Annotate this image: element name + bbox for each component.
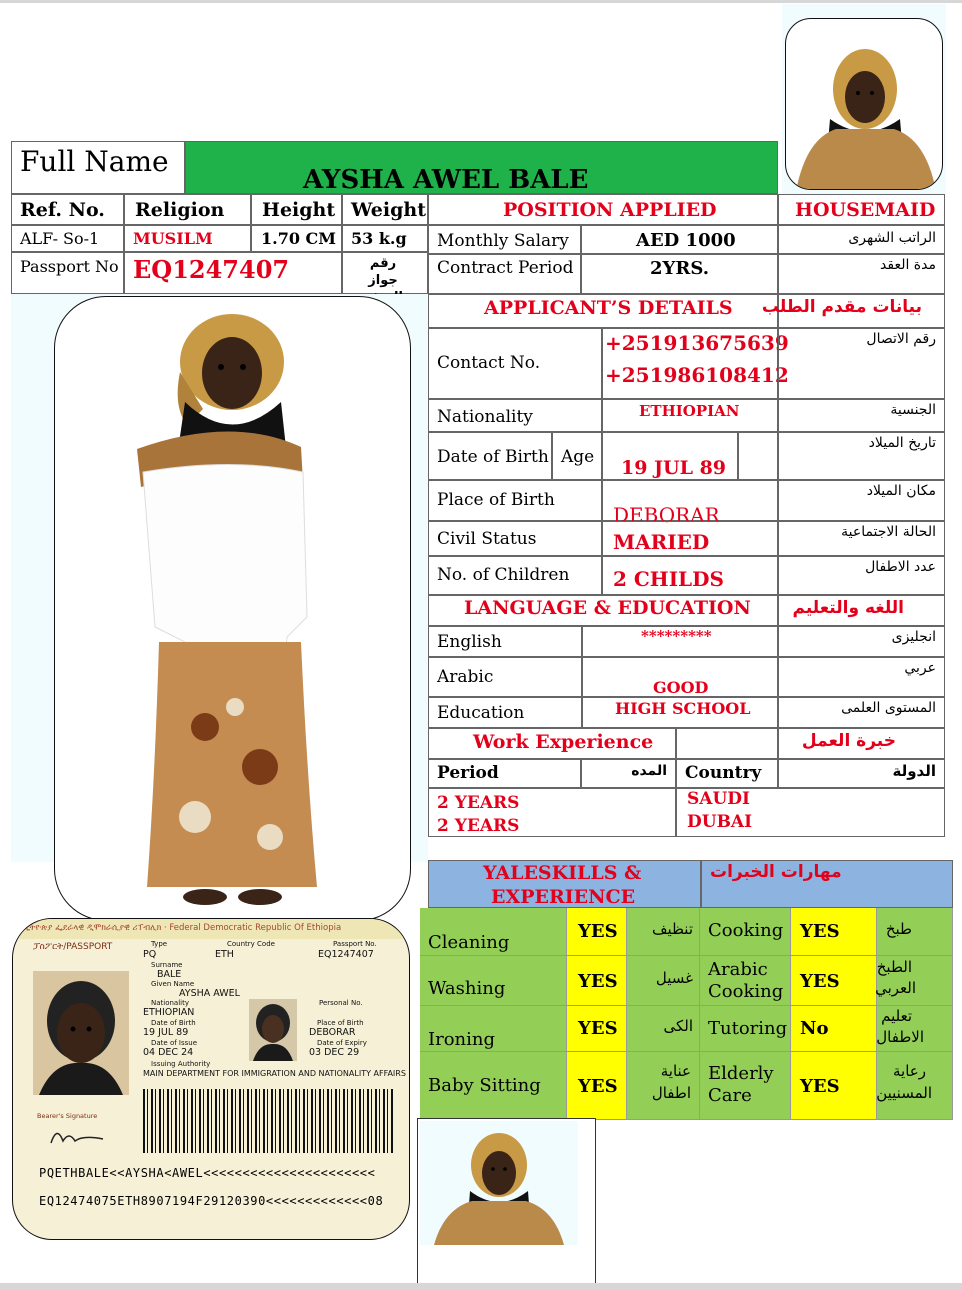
skill-elderly-care-label-2: Care	[708, 1085, 752, 1106]
ref-value-cell	[11, 225, 124, 252]
pp-nat: ETHIOPIAN	[143, 1007, 195, 1018]
salary-label-cell	[428, 225, 581, 254]
contact-ar-cell	[778, 328, 945, 399]
passport-ar: رقم جواز	[368, 256, 398, 288]
education-label-cell	[428, 697, 582, 728]
salary-ar-cell	[778, 225, 945, 254]
dob-value: 19 JUL 89	[621, 457, 727, 479]
period-label: Period	[437, 763, 499, 783]
arabic-label: Arabic	[437, 667, 494, 687]
nationality-value-cell	[602, 399, 778, 432]
skill-tutoring-ar-cell	[877, 1006, 953, 1052]
passport-value-cell	[124, 252, 342, 294]
contract-value: 2YRS.	[650, 258, 709, 279]
skill-baby-sitting-value-cell	[567, 1052, 627, 1120]
skill-washing-value: YES	[578, 971, 618, 992]
contract-ar-cell	[778, 254, 945, 294]
contact-label: Contact No.	[437, 353, 541, 373]
dob-blank-cell	[738, 432, 778, 480]
skill-elderly-care-value-cell	[791, 1052, 877, 1120]
passport-main-photo	[33, 971, 129, 1095]
skill-arabic-cooking-label-2: Cooking	[708, 981, 784, 1002]
skill-elderly-care-label-cell	[700, 1052, 791, 1120]
skill-arabic-cooking-ar-1: الطبخ	[876, 958, 912, 976]
applicant-header: APPLICANT’S DETAILS	[484, 297, 733, 319]
civil-value-cell	[602, 521, 778, 556]
pp-dob-label: Date of Birth	[151, 1019, 196, 1027]
english-ar-cell	[778, 626, 945, 657]
skill-ironing-ar-cell	[627, 1006, 700, 1052]
contract-label: Contract Period	[437, 258, 574, 278]
work-header: Work Experience	[473, 731, 654, 753]
children-value: 2 CHILDS	[613, 567, 724, 591]
position-label-cell	[428, 194, 778, 225]
arabic-ar: عربي	[904, 660, 936, 676]
civil-ar: الحالة الاجتماعية	[841, 524, 936, 540]
dob-ar: تاريخ الميلاد	[868, 435, 936, 451]
weight-value-cell	[342, 225, 428, 252]
pp-mrz-1: PQETHBALE<<AYSHA<AWEL<<<<<<<<<<<<<<<<<<<<<<	[39, 1166, 376, 1180]
skill-elderly-care-label-1: Elderly	[708, 1063, 774, 1084]
skill-cooking-value: YES	[800, 921, 840, 942]
position-value-cell	[778, 194, 945, 225]
skill-elderly-care-ar-2: المسنيين	[876, 1084, 932, 1102]
skill-washing-label-cell	[420, 956, 567, 1006]
pp-cc: ETH	[215, 949, 234, 960]
lang-header-cell	[428, 595, 778, 626]
pp-nat-label: Nationality	[151, 999, 190, 1007]
applicant-header-ar: بيانات مقدم الطلب	[761, 297, 922, 317]
skill-ironing-ar: الكى	[663, 1017, 693, 1035]
pob-value: DEBORAR	[613, 503, 720, 527]
children-ar: عدد الاطفال	[865, 559, 936, 575]
pob-value-cell	[602, 480, 778, 527]
skill-elderly-care-value: YES	[800, 1076, 840, 1097]
skill-baby-sitting-value: YES	[578, 1076, 618, 1097]
education-value-cell	[582, 697, 778, 728]
position-value: HOUSEMAID	[795, 199, 936, 221]
skill-cleaning-ar: تنظيف	[651, 920, 693, 938]
skill-cleaning-label-cell	[420, 908, 567, 956]
country-label-cell	[676, 759, 778, 788]
passport-ar-cell	[342, 252, 428, 294]
pp-issue-label: Date of Issue	[151, 1039, 198, 1047]
civil-value: MARIED	[613, 530, 710, 554]
weight-value: 53 k.g	[351, 229, 407, 248]
education-ar: المستوى العلمى	[841, 700, 936, 716]
dob-label: Date of Birth	[437, 447, 549, 467]
applicant-header-cell	[428, 294, 778, 328]
skill-cooking-label-cell	[700, 908, 791, 956]
height-value-cell	[251, 225, 342, 252]
portrait-panel-bottom	[417, 1118, 596, 1288]
contact-label-cell	[428, 328, 602, 399]
pp-surname-label: Surname	[151, 961, 183, 969]
skill-cooking-ar: طبخ	[885, 920, 912, 938]
skill-cleaning-value-cell	[567, 908, 627, 956]
children-label-cell	[428, 556, 602, 595]
pp-pob-label: Place of Birth	[317, 1019, 364, 1027]
skill-ironing-label-cell	[420, 1006, 567, 1052]
english-value-cell	[582, 626, 778, 657]
skill-baby-sitting-ar-cell	[627, 1052, 700, 1120]
body-photo	[54, 296, 411, 921]
passport-label: Passport No	[20, 257, 119, 276]
contact-2: +251986108412	[605, 363, 789, 387]
skill-ironing-value-cell	[567, 1006, 627, 1052]
passport-scan	[12, 918, 410, 1240]
lang-header-ar-cell	[778, 595, 945, 626]
passport-header-text: የኢትዮጵያ ፌደራላዊ ዲሞክራሲያዊ ሪፐብሊክ · Federal Democratic Republic Of Ethiopia	[19, 923, 342, 933]
skill-arabic-cooking-ar-cell	[877, 956, 953, 1006]
height-value: 1.70 CM	[261, 229, 336, 248]
ref-value: ALF- So-1	[20, 229, 100, 248]
work-countries-cell	[676, 788, 945, 837]
education-label: Education	[437, 703, 525, 723]
pp-dob: 19 JUL 89	[143, 1027, 189, 1038]
skill-ironing-label: Ironing	[428, 1029, 496, 1050]
skill-tutoring-label: Tutoring	[708, 1018, 788, 1039]
religion-header-cell	[124, 194, 251, 225]
religion-value: MUSILM	[133, 229, 213, 248]
pob-label-cell	[428, 480, 602, 521]
pp-signature-label: Bearer's Signature	[37, 1112, 98, 1120]
work-period-1: 2 YEARS	[437, 793, 520, 813]
height-label: Height	[262, 199, 336, 221]
work-header-ar-cell	[778, 728, 945, 759]
dob-label-cell	[428, 432, 552, 480]
work-period-2: 2 YEARS	[437, 816, 520, 836]
salary-ar: الراتب الشهرى	[848, 230, 936, 246]
english-label: English	[437, 632, 502, 652]
skill-washing-label: Washing	[428, 978, 506, 999]
dob-value-cell	[602, 432, 738, 480]
skill-washing-ar-cell	[627, 956, 700, 1006]
ref-header-cell	[11, 194, 124, 225]
skill-elderly-care-ar-1: رعاية	[893, 1062, 926, 1080]
education-value: HIGH SCHOOL	[615, 699, 751, 718]
skills-header-ar: مهارات الخبرات	[710, 862, 842, 882]
passport-doc-label: ፓስፖርት/PASSPORT	[33, 942, 113, 952]
pp-issue: 04 DEC 24	[143, 1047, 194, 1058]
salary-value: AED 1000	[636, 230, 736, 251]
skill-cleaning-label: Cleaning	[428, 932, 510, 953]
civil-label-cell	[428, 521, 602, 556]
education-ar-cell	[778, 697, 945, 728]
pp-type-label: Type	[151, 940, 168, 948]
skill-arabic-cooking-label-1: Arabic	[708, 959, 768, 980]
nationality-label: Nationality	[437, 407, 533, 427]
skill-washing-value-cell	[567, 956, 627, 1006]
work-periods-cell	[428, 788, 676, 837]
pp-expiry-label: Date of Expiry	[317, 1039, 367, 1047]
skill-tutoring-value-cell	[791, 1006, 877, 1052]
skill-tutoring-ar-1: تعليم	[881, 1007, 912, 1025]
work-country-1: SAUDI	[687, 789, 750, 809]
civil-label: Civil Status	[437, 529, 537, 549]
work-country-2: DUBAI	[687, 812, 753, 832]
ref-label: Ref. No.	[20, 199, 105, 221]
skill-baby-sitting-label: Baby Sitting	[428, 1075, 541, 1096]
skills-header-1: YALESKILLS &	[483, 862, 642, 884]
children-value-cell	[602, 556, 778, 595]
period-ar-cell	[581, 759, 676, 788]
bottom-edge-strip	[0, 1283, 962, 1290]
country-ar: الدولة	[892, 762, 936, 780]
weight-label: Weight	[351, 199, 426, 221]
contact-ar: رقم الاتصال	[866, 331, 936, 347]
salary-value-cell	[581, 225, 778, 254]
passport-value: EQ1247407	[133, 255, 290, 284]
skill-arabic-cooking-ar-2: العربي	[875, 979, 916, 997]
pp-cc-label: Country Code	[227, 940, 275, 948]
children-ar-cell	[778, 556, 945, 595]
country-label: Country	[685, 763, 762, 783]
skill-cooking-value-cell	[791, 908, 877, 956]
passport-small-photo	[249, 999, 297, 1061]
skill-cooking-ar-cell	[877, 908, 953, 956]
dob-ar-cell	[778, 432, 945, 480]
work-header-cell	[428, 728, 676, 759]
skills-header-ar-cell	[701, 860, 953, 908]
weight-header-cell	[342, 194, 428, 225]
work-header-ar: خبرة العمل	[801, 731, 896, 751]
applicant-header-ar-cell	[761, 294, 945, 328]
skills-grid	[420, 908, 953, 1120]
skill-arabic-cooking-value: YES	[800, 971, 840, 992]
age-label: Age	[561, 447, 595, 467]
full-name-value-cell	[185, 141, 778, 194]
pob-ar: مكان الميلاد	[866, 483, 936, 499]
english-label-cell	[428, 626, 582, 657]
pp-no-label: Passport No.	[333, 940, 377, 948]
nationality-ar-cell	[778, 399, 945, 432]
skill-arabic-cooking-value-cell	[791, 956, 877, 1006]
pp-surname: BALE	[157, 969, 182, 980]
lang-header-ar: اللغه والتعليم	[792, 598, 904, 618]
pp-authority: MAIN DEPARTMENT FOR IMMIGRATION AND NATIONALITY AFFAIRS	[143, 1069, 406, 1078]
pp-given-label: Given Name	[151, 980, 195, 988]
passport-signature-mark	[47, 1123, 107, 1149]
passport-barcode	[143, 1089, 393, 1153]
skill-ironing-value: YES	[578, 1018, 618, 1039]
contact-value-cell	[602, 328, 789, 399]
top-edge-strip	[0, 0, 962, 3]
skills-header-2: EXPERIENCE	[491, 886, 636, 908]
nationality-label-cell	[428, 399, 602, 432]
lang-header: LANGUAGE & EDUCATION	[464, 597, 751, 619]
period-ar: المده	[631, 763, 667, 779]
full-name-label: Full Name	[20, 145, 169, 178]
religion-label: Religion	[135, 199, 225, 221]
arabic-label-cell	[428, 657, 582, 697]
pob-label: Place of Birth	[437, 490, 555, 510]
full-name-value: AYSHA AWEL BALE	[303, 165, 589, 195]
pp-personal-label: Personal No.	[319, 999, 363, 1007]
pp-expiry: 03 DEC 29	[309, 1047, 360, 1058]
portrait-photo-bottom	[420, 1121, 578, 1245]
english-ar: انجليزى	[891, 629, 936, 645]
skill-baby-sitting-ar-1: عناية	[660, 1062, 691, 1080]
skill-cleaning-ar-cell	[627, 908, 700, 956]
full-name-label-cell	[11, 141, 185, 194]
pp-type: PQ	[143, 949, 157, 960]
pp-no: EQ1247407	[318, 949, 374, 960]
period-label-cell	[428, 759, 581, 788]
work-header-blank	[676, 728, 778, 759]
contract-label-cell	[428, 254, 581, 294]
skill-baby-sitting-label-cell	[420, 1052, 567, 1120]
arabic-ar-cell	[778, 657, 945, 697]
height-header-cell	[251, 194, 342, 225]
contract-value-cell	[581, 254, 778, 294]
pob-ar-cell	[778, 480, 945, 521]
skill-tutoring-ar-2: الاطفال	[876, 1028, 924, 1046]
contact-1: +251913675639	[605, 331, 789, 355]
arabic-value: GOOD	[653, 678, 709, 697]
civil-ar-cell	[778, 521, 945, 556]
skill-arabic-cooking-label-cell	[700, 956, 791, 1006]
skill-elderly-care-ar-cell	[877, 1052, 953, 1120]
skill-cooking-label: Cooking	[708, 920, 784, 941]
salary-label: Monthly Salary	[437, 231, 569, 251]
religion-value-cell	[124, 225, 251, 252]
skill-baby-sitting-ar-2: اطفال	[651, 1084, 691, 1102]
arabic-value-cell	[582, 657, 778, 697]
skills-header-cell	[428, 860, 701, 908]
pp-pob: DEBORAR	[309, 1027, 356, 1038]
skill-washing-ar: غسيل	[655, 969, 693, 987]
position-label: POSITION APPLIED	[503, 199, 717, 221]
skill-cleaning-value: YES	[578, 921, 618, 942]
children-label: No. of Children	[437, 565, 570, 585]
skill-tutoring-label-cell	[700, 1006, 791, 1052]
age-label-cell	[552, 432, 602, 480]
pp-given: AYSHA AWEL	[179, 988, 240, 999]
pp-mrz-2: EQ12474075ETH8907194F29120390<<<<<<<<<<<<<08	[39, 1194, 384, 1208]
portrait-photo-top	[785, 18, 943, 190]
passport-label-cell	[11, 252, 124, 294]
contract-ar: مدة العقد	[880, 257, 936, 273]
nationality-ar: الجنسية	[890, 402, 936, 418]
skill-tutoring-value: No	[800, 1018, 829, 1039]
country-ar-cell	[778, 759, 945, 788]
pp-authority-label: Issuing Authority	[151, 1060, 211, 1068]
english-value: *********	[641, 627, 712, 645]
nationality-value: ETHIOPIAN	[639, 402, 740, 420]
